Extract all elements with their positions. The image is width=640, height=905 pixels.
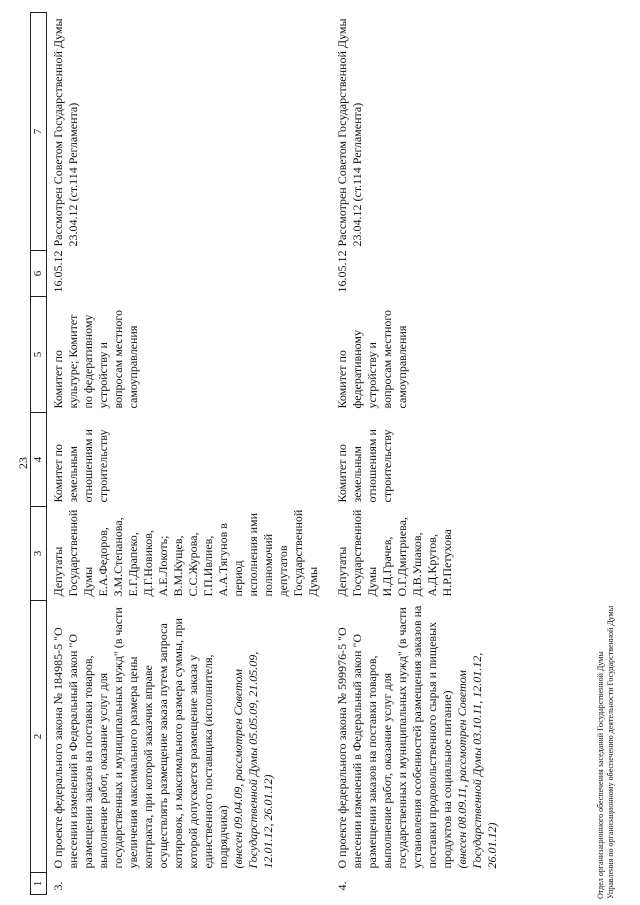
bills-table xyxy=(30,12,510,895)
column-header: 2 xyxy=(31,601,47,873)
bill-status: Рассмотрен Советом Государственной Думы 23.04.12 (ст.114 Регламента) xyxy=(51,18,80,247)
page-number: 23 xyxy=(16,457,30,469)
column-header: 7 xyxy=(31,13,47,251)
bill-authors: Депутаты Государственной Думы Е.А.Федоров, З.М.Степанова, Е.Г.Драпеко, Д.Г.Новиков, А.Е.Локоть; В.М.Кущев, С.С.Журова, Г.П.Ивлиев, А.А.Тягунов в период исполнения ими полномочий депутатов Государственной Думы xyxy=(51,509,320,597)
bill-note: (внесен 09.04.09, рассмотрен Советом Государственной Думы 05.05.09, 21.05.09, 12.01.12, 26.01.12) xyxy=(231,651,275,869)
bill-authors: Депутаты Государственной Думы И.Д.Грачев, О.Г.Дмитриева, Д.В.Ушаков, А.Д.Крутов, Н.Р.Петухова xyxy=(335,509,454,597)
table-row xyxy=(331,13,510,895)
row-number: 3. xyxy=(51,881,65,891)
co-committees: Комитет по федеративному устройству и вопросам местного самоуправления xyxy=(335,309,409,409)
column-header: 6 xyxy=(31,251,47,297)
responsible-committee: Комитет по земельным отношениям и строительству xyxy=(335,429,394,503)
bill-date: 16.05.12 xyxy=(51,250,65,293)
footer xyxy=(596,606,616,899)
row-number: 4. xyxy=(335,881,349,891)
bill-date: 16.05.12 xyxy=(335,250,349,293)
column-header: 4 xyxy=(31,413,47,507)
footer-line: Управления по организационному обеспечению деятельности Государственной Думы xyxy=(606,605,615,899)
responsible-committee: Комитет по земельным отношениям и строительству xyxy=(51,429,110,503)
bill-title: О проекте федерального закона № 599976-5 "О внесении изменений в Федеральный закон "О размещении заказов на поставки товаров, выполнение работ, оказание услуг для государственных и муниципальных нужд" (в части установления особенностей размещения заказов на поставки продовольственного сырья и пищевых продуктов на социальное питание) xyxy=(335,605,454,869)
table-header-row xyxy=(31,13,47,895)
bill-note: (внесен 08.09.11, рассмотрен Советом Государственной Думы 03.10.11, 12.01.12, 26.01.12) xyxy=(455,652,499,869)
footer-line: Отдел организационного обеспечения заседаний Государственной Думы xyxy=(596,651,605,899)
co-committees: Комитет по культуре; Комитет по федеративному устройству и вопросам местного самоуправления xyxy=(51,309,140,409)
bill-cell xyxy=(47,601,332,873)
column-header: 3 xyxy=(31,507,47,601)
bill-title: О проекте федерального закона № 184985-5 "О внесении изменений в Федеральный закон "О размещении заказов на поставки товаров, выполнение работ, оказание услуг для государственных и муниципальных нужд" (в части увеличения максимального размера цены контракта, при которой заказчик вправе осуществлять размещение заказа путем запроса котировок, и максимального размера суммы, при которой допускается размещение заказа у единственного поставщика (исполнителя, подрядчика) xyxy=(51,607,230,869)
column-header: 5 xyxy=(31,297,47,413)
bill-cell xyxy=(331,601,510,873)
column-header: 1 xyxy=(31,873,47,895)
bill-status: Рассмотрен Советом Государственной Думы 23.04.12 (ст.114 Регламента) xyxy=(335,18,364,247)
table-row xyxy=(47,13,332,895)
